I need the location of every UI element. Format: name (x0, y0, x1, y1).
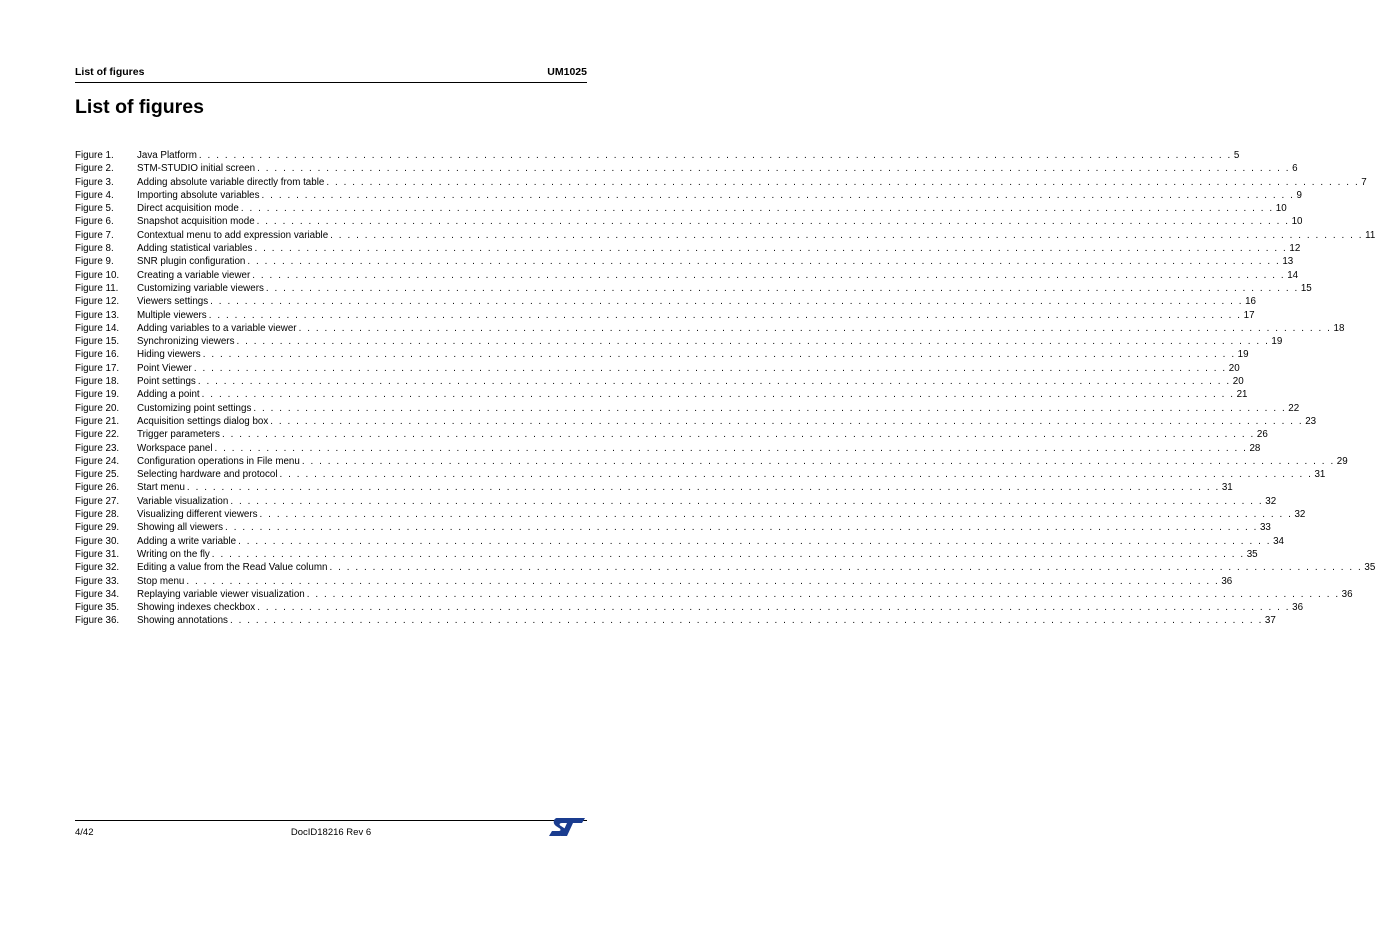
figure-title[interactable]: Point Viewer (137, 362, 192, 374)
dot-leader: . . . . . . . . . . . . . . . . . . . . . . . . . . . . . . . . . . . . . . . . . . . . . . . . . . . . . . . . . . . . . . . . . . . . . . . . . . . . . . . . . . . . . . . . . . . . . . . . . . . . . . . . . . . . . . . . . . . . . . . . (208, 309, 1242, 321)
figure-title[interactable]: Snapshot acquisition mode (137, 216, 255, 228)
dot-leader: . . . . . . . . . . . . . . . . . . . . . . . . . . . . . . . . . . . . . . . . . . . . . . . . . . . . . . . . . . . . . . . . . . . . . . . . . . . . . . . . . . . . . . . . . . . . . . . . . . . . . . . . . . . . . . . . . . . . . . . . (193, 362, 1227, 374)
figure-title[interactable]: SNR plugin configuration (137, 256, 246, 268)
figure-label: Figure 30. (75, 535, 120, 547)
dot-leader: . . . . . . . . . . . . . . . . . . . . . . . . . . . . . . . . . . . . . . . . . . . . . . . . . . . . . . . . . . . . . . . . . . . . . . . . . . . . . . . . . . . . . . . . . . . . . . . . . . . . . . . . . . . . . . . . . . . . . . . . (329, 562, 1363, 574)
figure-label: Figure 31. (75, 548, 120, 560)
toc-entry[interactable] (75, 189, 1302, 202)
figure-page-number[interactable]: 23 (1305, 415, 1317, 427)
figure-label: Figure 23. (75, 442, 120, 454)
figure-label: Figure 29. (75, 522, 120, 534)
toc-entry[interactable] (75, 295, 1256, 308)
figure-title[interactable]: Java Platform (137, 150, 197, 161)
dot-leader: . . . . . . . . . . . . . . . . . . . . . . . . . . . . . . . . . . . . . . . . . . . . . . . . . . . . . . . . . . . . . . . . . . . . . . . . . . . . . . . . . . . . . . . . . . . . . . . . . . . . . . . . . . . . . . . . . . . . . . . . (257, 163, 1291, 175)
toc-entry[interactable] (75, 335, 1283, 348)
figure-label: Figure 16. (75, 349, 120, 361)
figure-label: Figure 19. (75, 389, 120, 401)
figure-title[interactable]: Adding a point (137, 389, 200, 401)
toc-entry[interactable] (75, 402, 1300, 415)
toc-entry[interactable] (75, 362, 1240, 375)
figure-label: Figure 1. (75, 150, 114, 161)
figure-page-number[interactable]: 32 (1294, 509, 1306, 521)
figure-label: Figure 6. (75, 216, 114, 228)
figure-title[interactable]: Adding absolute variable directly from table (137, 176, 325, 188)
toc-entry[interactable] (75, 508, 1306, 521)
toc-entry[interactable] (75, 242, 1301, 255)
figure-label: Figure 5. (75, 203, 114, 215)
dot-leader: . . . . . . . . . . . . . . . . . . . . . . . . . . . . . . . . . . . . . . . . . . . . . . . . . . . . . . . . . . . . . . . . . . . . . . . . . . . . . . . . . . . . . . . . . . . . . . . . . . . . . . . . . . . . . . . . . . . . . . . . (221, 429, 1255, 441)
figure-title[interactable]: Point settings (137, 376, 196, 388)
toc-entry[interactable] (75, 495, 1277, 508)
dot-leader: . . . . . . . . . . . . . . . . . . . . . . . . . . . . . . . . . . . . . . . . . . . . . . . . . . . . . . . . . . . . . . . . . . . . . . . . . . . . . . . . . . . . . . . . . . . . . . . . . . . . . . . . . . . . . . . . . . . . . . . . (261, 189, 1295, 201)
figure-page-number[interactable]: 15 (1300, 282, 1312, 294)
dot-leader: . . . . . . . . . . . . . . . . . . . . . . . . . . . . . . . . . . . . . . . . . . . . . . . . . . . . . . . . . . . . . . . . . . . . . . . . . . . . . . . . . . . . . . . . . . . . . . . . . . . . . . . . . . . . . . . . . . . . . . . . (306, 588, 1340, 600)
figure-label: Figure 25. (75, 469, 120, 481)
figure-page-number[interactable]: 35 (1246, 548, 1258, 560)
document-id: DocID18216 Rev 6 (290, 827, 372, 838)
figure-label: Figure 10. (75, 269, 120, 281)
figure-label: Figure 26. (75, 482, 120, 494)
figure-page-number[interactable]: 12 (1289, 243, 1301, 255)
dot-leader: . . . . . . . . . . . . . . . . . . . . . . . . . . . . . . . . . . . . . . . . . . . . . . . . . . . . . . . . . . . . . . . . . . . . . . . . . . . . . . . . . . . . . . . . . . . . . . . . . . . . . . . . . . . . . . . . . . . . . . . . (198, 150, 1232, 161)
dot-leader: . . . . . . . . . . . . . . . . . . . . . . . . . . . . . . . . . . . . . . . . . . . . . . . . . . . . . . . . . . . . . . . . . . . . . . . . . . . . . . . . . . . . . . . . . . . . . . . . . . . . . . . . . . . . . . . . . . . . . . . . (252, 269, 1286, 281)
toc-entry[interactable] (75, 442, 1261, 455)
figure-title[interactable]: Start menu (137, 482, 185, 494)
figure-title[interactable]: Viewers settings (137, 296, 209, 308)
figure-page-number[interactable]: 21 (1236, 389, 1248, 401)
figure-title[interactable]: Trigger parameters (137, 429, 220, 441)
figure-title[interactable]: STM-STUDIO initial screen (137, 163, 256, 175)
toc-entry[interactable] (75, 481, 1233, 494)
dot-leader: . . . . . . . . . . . . . . . . . . . . . . . . . . . . . . . . . . . . . . . . . . . . . . . . . . . . . . . . . . . . . . . . . . . . . . . . . . . . . . . . . . . . . . . . . . . . . . . . . . . . . . . . . . . . . . . . . . . . . . . . (210, 296, 1244, 308)
dot-leader: . . . . . . . . . . . . . . . . . . . . . . . . . . . . . . . . . . . . . . . . . . . . . . . . . . . . . . . . . . . . . . . . . . . . . . . . . . . . . . . . . . . . . . . . . . . . . . . . . . . . . . . . . . . . . . . . . . . . . . . . (236, 336, 1270, 348)
figure-label: Figure 33. (75, 575, 120, 587)
figure-title[interactable]: Multiple viewers (137, 309, 207, 321)
dot-leader: . . . . . . . . . . . . . . . . . . . . . . . . . . . . . . . . . . . . . . . . . . . . . . . . . . . . . . . . . . . . . . . . . . . . . . . . . . . . . . . . . . . . . . . . . . . . . . . . . . . . . . . . . . . . . . . . . . . . . . . . (254, 243, 1288, 255)
dot-leader: . . . . . . . . . . . . . . . . . . . . . . . . . . . . . . . . . . . . . . . . . . . . . . . . . . . . . . . . . . . . . . . . . . . . . . . . . . . . . . . . . . . . . . . . . . . . . . . . . . . . . . . . . . . . . . . . . . . . . . . . (186, 575, 1220, 587)
dot-leader: . . . . . . . . . . . . . . . . . . . . . . . . . . . . . . . . . . . . . . . . . . . . . . . . . . . . . . . . . . . . . . . . . . . . . . . . . . . . . . . . . . . . . . . . . . . . . . . . . . . . . . . . . . . . . . . . . . . . . . . . (256, 216, 1290, 228)
footer-divider (75, 820, 587, 821)
figure-title[interactable]: Showing all viewers (137, 522, 224, 534)
figure-title[interactable]: Hiding viewers (137, 349, 201, 361)
figure-label: Figure 18. (75, 376, 120, 388)
dot-leader: . . . . . . . . . . . . . . . . . . . . . . . . . . . . . . . . . . . . . . . . . . . . . . . . . . . . . . . . . . . . . . . . . . . . . . . . . . . . . . . . . . . . . . . . . . . . . . . . . . . . . . . . . . . . . . . . . . . . . . . . (301, 455, 1335, 467)
toc-entry[interactable] (75, 561, 1375, 574)
figure-page-number[interactable]: 36 (1341, 588, 1353, 600)
figure-page-number[interactable]: 16 (1245, 296, 1256, 308)
figure-label: Figure 7. (75, 229, 114, 241)
dot-leader: . . . . . . . . . . . . . . . . . . . . . . . . . . . . . . . . . . . . . . . . . . . . . . . . . . . . . . . . . . . . . . . . . . . . . . . . . . . . . . . . . . . . . . . . . . . . . . . . . . . . . . . . . . . . . . . . . . . . . . . . (225, 522, 1258, 534)
figure-page-number[interactable]: 9 (1296, 189, 1302, 201)
figure-title[interactable]: Replaying variable viewer visualization (137, 588, 305, 600)
figure-page-number[interactable]: 34 (1273, 535, 1284, 547)
toc-entry[interactable] (75, 202, 1287, 215)
dot-leader: . . . . . . . . . . . . . . . . . . . . . . . . . . . . . . . . . . . . . . . . . . . . . . . . . . . . . . . . . . . . . . . . . . . . . . . . . . . . . . . . . . . . . . . . . . . . . . . . . . . . . . . . . . . . . . . . . . . . . . . . (298, 322, 1332, 334)
toc-entry[interactable] (75, 162, 1298, 175)
figure-label: Figure 4. (75, 189, 114, 201)
dot-leader: . . . . . . . . . . . . . . . . . . . . . . . . . . . . . . . . . . . . . . . . . . . . . . . . . . . . . . . . . . . . . . . . . . . . . . . . . . . . . . . . . . . . . . . . . . . . . . . . . . . . . . . . . . . . . . . . . . . . . . . . (253, 402, 1287, 414)
figure-title[interactable]: Selecting hardware and protocol (137, 469, 278, 481)
toc-entry[interactable] (75, 548, 1258, 561)
toc-entry[interactable] (75, 415, 1317, 428)
toc-entry[interactable] (75, 322, 1345, 335)
toc-entry[interactable] (75, 149, 1240, 162)
header-divider (75, 82, 587, 83)
figure-title[interactable]: Adding variables to a variable viewer (137, 322, 297, 334)
figure-page-number[interactable]: 10 (1291, 216, 1303, 228)
figure-page-number[interactable]: 10 (1275, 203, 1287, 215)
figure-title[interactable]: Editing a value from the Read Value column (137, 562, 328, 574)
figure-page-number[interactable]: 11 (1365, 229, 1375, 241)
toc-entry[interactable] (75, 229, 1375, 242)
figure-label: Figure 24. (75, 455, 120, 467)
page-title: List of figures (75, 96, 204, 118)
figure-title[interactable]: Importing absolute variables (137, 189, 260, 201)
figure-label: Figure 15. (75, 336, 120, 348)
figure-title[interactable]: Showing indexes checkbox (137, 602, 256, 614)
figure-label: Figure 35. (75, 602, 120, 614)
page-number: 4/42 (75, 827, 94, 838)
toc-entry[interactable] (75, 388, 1248, 401)
figure-title[interactable]: Contextual menu to add expression variable (137, 229, 329, 241)
figure-title[interactable]: Stop menu (137, 575, 185, 587)
figure-page-number[interactable]: 26 (1256, 429, 1268, 441)
toc-entry[interactable] (75, 588, 1353, 601)
figure-title[interactable]: Showing annotations (137, 615, 228, 627)
figure-title[interactable]: Variable visualization (137, 495, 229, 507)
figure-title[interactable]: Writing on the fly (137, 548, 210, 560)
dot-leader: . . . . . . . . . . . . . . . . . . . . . . . . . . . . . . . . . . . . . . . . . . . . . . . . . . . . . . . . . . . . . . . . . . . . . . . . . . . . . . . . . . . . . . . . . . . . . . . . . . . . . . . . . . . . . . . . . . . . . . . . (240, 203, 1274, 215)
figure-page-number[interactable]: 5 (1233, 150, 1240, 161)
running-header-doc-code: UM1025 (547, 66, 587, 78)
figure-title[interactable]: Acquisition settings dialog box (137, 415, 269, 427)
figure-title[interactable]: Direct acquisition mode (137, 203, 239, 215)
figure-label: Figure 3. (75, 176, 114, 188)
figure-title[interactable]: Workspace panel (137, 442, 213, 454)
figure-page-number[interactable]: 35 (1364, 562, 1375, 574)
dot-leader: . . . . . . . . . . . . . . . . . . . . . . . . . . . . . . . . . . . . . . . . . . . . . . . . . . . . . . . . . . . . . . . . . . . . . . . . . . . . . . . . . . . . . . . . . . . . . . . . . . . . . . . . . . . . . . . . . . . . . . . . (230, 495, 1264, 507)
dot-leader: . . . . . . . . . . . . . . . . . . . . . . . . . . . . . . . . . . . . . . . . . . . . . . . . . . . . . . . . . . . . . . . . . . . . . . . . . . . . . . . . . . . . . . . . . . . . . . . . . . . . . . . . . . . . . . . . . . . . . . . . (197, 376, 1231, 388)
dot-leader: . . . . . . . . . . . . . . . . . . . . . . . . . . . . . . . . . . . . . . . . . . . . . . . . . . . . . . . . . . . . . . . . . . . . . . . . . . . . . . . . . . . . . . . . . . . . . . . . . . . . . . . . . . . . . . . . . . . . . . . . (201, 389, 1235, 401)
figure-page-number[interactable]: 14 (1287, 269, 1299, 281)
dot-leader: . . . . . . . . . . . . . . . . . . . . . . . . . . . . . . . . . . . . . . . . . . . . . . . . . . . . . . . . . . . . . . . . . . . . . . . . . . . . . . . . . . . . . . . . . . . . . . . . . . . . . . . . . . . . . . . . . . . . . . . . (330, 229, 1364, 241)
figure-page-number[interactable]: 31 (1314, 469, 1326, 481)
dot-leader: . . . . . . . . . . . . . . . . . . . . . . . . . . . . . . . . . . . . . . . . . . . . . . . . . . . . . . . . . . . . . . . . . . . . . . . . . . . . . . . . . . . . . . . . . . . . . . . . . . . . . . . . . . . . . . . . . . . . . . . . (257, 602, 1291, 614)
dot-leader: . . . . . . . . . . . . . . . . . . . . . . . . . . . . . . . . . . . . . . . . . . . . . . . . . . . . . . . . . . . . . . . . . . . . . . . . . . . . . . . . . . . . . . . . . . . . . . . . . . . . . . . . . . . . . . . . . . . . . . . . (247, 256, 1281, 268)
figure-page-number[interactable]: 20 (1228, 362, 1240, 374)
figure-label: Figure 21. (75, 415, 120, 427)
figure-title[interactable]: Configuration operations in File menu (137, 455, 300, 467)
running-header-section: List of figures (75, 66, 145, 78)
dot-leader: . . . . . . . . . . . . . . . . . . . . . . . . . . . . . . . . . . . . . . . . . . . . . . . . . . . . . . . . . . . . . . . . . . . . . . . . . . . . . . . . . . . . . . . . . . . . . . . . . . . . . . . . . . . . . . . . . . . . . . . . (186, 482, 1220, 494)
figure-label: Figure 9. (75, 256, 114, 268)
figure-label: Figure 12. (75, 296, 120, 308)
figure-page-number[interactable]: 36 (1221, 575, 1233, 587)
figure-title[interactable]: Creating a variable viewer (137, 269, 251, 281)
figure-page-number[interactable]: 13 (1282, 256, 1294, 268)
toc-entry[interactable] (75, 309, 1255, 322)
dot-leader: . . . . . . . . . . . . . . . . . . . . . . . . . . . . . . . . . . . . . . . . . . . . . . . . . . . . . . . . . . . . . . . . . . . . . . . . . . . . . . . . . . . . . . . . . . . . . . . . . . . . . . . . . . . . . . . . . . . . . . . . (279, 469, 1313, 481)
toc-entry[interactable] (75, 455, 1348, 468)
figure-label: Figure 14. (75, 322, 120, 334)
figure-page-number[interactable]: 33 (1259, 522, 1271, 534)
toc-entry[interactable] (75, 215, 1303, 228)
toc-entry[interactable] (75, 535, 1284, 548)
figure-title[interactable]: Synchronizing viewers (137, 336, 235, 348)
dot-leader: . . . . . . . . . . . . . . . . . . . . . . . . . . . . . . . . . . . . . . . . . . . . . . . . . . . . . . . . . . . . . . . . . . . . . . . . . . . . . . . . . . . . . . . . . . . . . . . . . . . . . . . . . . . . . . . . . . . . . . . . (211, 548, 1245, 560)
toc-entry[interactable] (75, 468, 1326, 481)
dot-leader: . . . . . . . . . . . . . . . . . . . . . . . . . . . . . . . . . . . . . . . . . . . . . . . . . . . . . . . . . . . . . . . . . . . . . . . . . . . . . . . . . . . . . . . . . . . . . . . . . . . . . . . . . . . . . . . . . . . . . . . . (202, 349, 1236, 361)
figure-page-number[interactable]: 28 (1249, 442, 1261, 454)
figure-title[interactable]: Adding statistical variables (137, 243, 253, 255)
figure-label: Figure 36. (75, 615, 120, 627)
figure-page-number[interactable]: 22 (1288, 402, 1300, 414)
figure-page-number[interactable]: 37 (1264, 615, 1276, 627)
toc-entry[interactable] (75, 614, 1276, 627)
toc-entry[interactable] (75, 348, 1249, 361)
figure-page-number[interactable]: 36 (1292, 602, 1304, 614)
figure-label: Figure 27. (75, 495, 120, 507)
toc-entry[interactable] (75, 428, 1268, 441)
figure-label: Figure 2. (75, 163, 114, 175)
figure-label: Figure 13. (75, 309, 120, 321)
dot-leader: . . . . . . . . . . . . . . . . . . . . . . . . . . . . . . . . . . . . . . . . . . . . . . . . . . . . . . . . . . . . . . . . . . . . . . . . . . . . . . . . . . . . . . . . . . . . . . . . . . . . . . . . . . . . . . . . . . . . . . . . (259, 509, 1293, 521)
figure-title[interactable]: Visualizing different viewers (137, 509, 258, 521)
figure-page-number[interactable]: 7 (1361, 176, 1367, 188)
toc-entry[interactable] (75, 176, 1367, 189)
figure-label: Figure 17. (75, 362, 120, 374)
dot-leader: . . . . . . . . . . . . . . . . . . . . . . . . . . . . . . . . . . . . . . . . . . . . . . . . . . . . . . . . . . . . . . . . . . . . . . . . . . . . . . . . . . . . . . . . . . . . . . . . . . . . . . . . . . . . . . . . . . . . . . . . (238, 535, 1272, 547)
figure-label: Figure 20. (75, 402, 120, 414)
figure-title[interactable]: Customizing variable viewers (137, 282, 264, 294)
figure-label: Figure 22. (75, 429, 120, 441)
toc-entry[interactable] (75, 255, 1294, 268)
dot-leader: . . . . . . . . . . . . . . . . . . . . . . . . . . . . . . . . . . . . . . . . . . . . . . . . . . . . . . . . . . . . . . . . . . . . . . . . . . . . . . . . . . . . . . . . . . . . . . . . . . . . . . . . . . . . . . . . . . . . . . . . (214, 442, 1248, 454)
figure-label: Figure 28. (75, 509, 120, 521)
figure-title[interactable]: Adding a write variable (137, 535, 237, 547)
toc-entry[interactable] (75, 282, 1312, 295)
figure-page-number[interactable]: 20 (1232, 376, 1244, 388)
list-of-figures (75, 149, 1375, 628)
dot-leader: . . . . . . . . . . . . . . . . . . . . . . . . . . . . . . . . . . . . . . . . . . . . . . . . . . . . . . . . . . . . . . . . . . . . . . . . . . . . . . . . . . . . . . . . . . . . . . . . . . . . . . . . . . . . . . . . . . . . . . . . (326, 176, 1360, 188)
figure-page-number[interactable]: 29 (1336, 455, 1348, 467)
dot-leader: . . . . . . . . . . . . . . . . . . . . . . . . . . . . . . . . . . . . . . . . . . . . . . . . . . . . . . . . . . . . . . . . . . . . . . . . . . . . . . . . . . . . . . . . . . . . . . . . . . . . . . . . . . . . . . . . . . . . . . . . (270, 415, 1304, 427)
figure-label: Figure 34. (75, 588, 120, 600)
toc-entry[interactable] (75, 601, 1304, 614)
figure-page-number[interactable]: 19 (1271, 336, 1283, 348)
figure-label: Figure 8. (75, 243, 114, 255)
figure-page-number[interactable]: 17 (1243, 309, 1255, 321)
figure-label: Figure 11. (75, 282, 119, 294)
toc-entry[interactable] (75, 521, 1271, 534)
figure-page-number[interactable]: 31 (1221, 482, 1233, 494)
figure-page-number[interactable]: 18 (1333, 322, 1345, 334)
st-logo-icon (548, 817, 586, 837)
figure-page-number[interactable]: 32 (1265, 495, 1277, 507)
figure-label: Figure 32. (75, 562, 120, 574)
toc-entry[interactable] (75, 375, 1244, 388)
figure-title[interactable]: Customizing point settings (137, 402, 252, 414)
figure-page-number[interactable]: 19 (1237, 349, 1249, 361)
figure-page-number[interactable]: 6 (1292, 163, 1298, 175)
dot-leader: . . . . . . . . . . . . . . . . . . . . . . . . . . . . . . . . . . . . . . . . . . . . . . . . . . . . . . . . . . . . . . . . . . . . . . . . . . . . . . . . . . . . . . . . . . . . . . . . . . . . . . . . . . . . . . . . . . . . . . . . (265, 282, 1299, 294)
dot-leader: . . . . . . . . . . . . . . . . . . . . . . . . . . . . . . . . . . . . . . . . . . . . . . . . . . . . . . . . . . . . . . . . . . . . . . . . . . . . . . . . . . . . . . . . . . . . . . . . . . . . . . . . . . . . . . . . . . . . . . . . (229, 615, 1263, 627)
toc-entry[interactable] (75, 269, 1299, 282)
toc-entry[interactable] (75, 575, 1233, 588)
